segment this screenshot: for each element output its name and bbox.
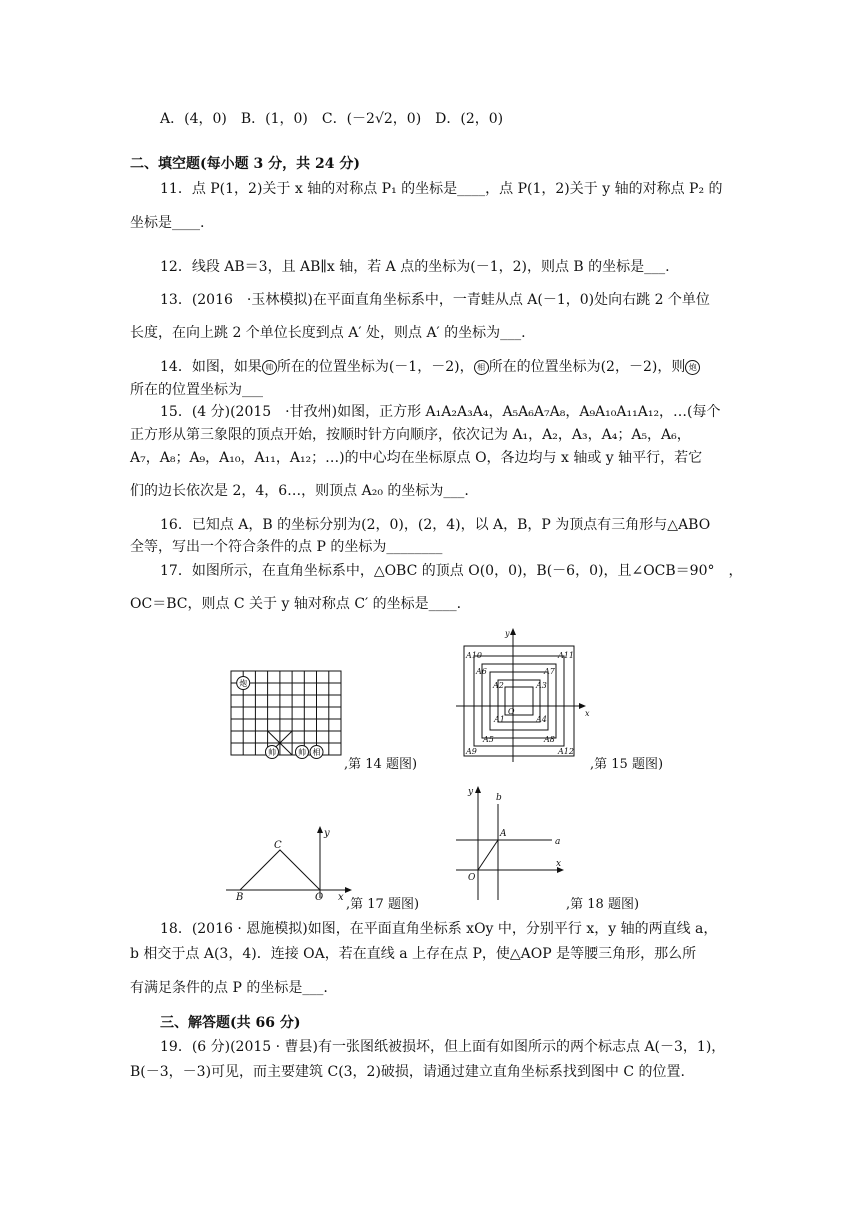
- fig17-caption: ,第 17 题图): [346, 897, 420, 912]
- q19-line1: 19．(6 分)(2015 · 曹县)有一张图纸被损坏，但上面有如图所示的两个标志点 A(－3，1)，: [160, 1039, 726, 1055]
- q19-line2: B(－3，－3)可见，而主要建筑 C(3，2)破损，请通过建立直角坐标系找到图中 C 的位置.: [130, 1064, 685, 1080]
- chess-xiang-piece: [310, 746, 323, 759]
- q11-line1: 11．点 P(1，2)关于 x 轴的对称点 P₁ 的坐标是____，点 P(1，2)关于 y 轴的对称点 P₂ 的: [160, 181, 723, 197]
- q15-line4: 们的边长依次是 2，4，6…，则顶点 A₂₀ 的坐标为___.: [130, 483, 469, 499]
- fig18-lines: [452, 784, 570, 902]
- q16-line1: 16．已知点 A，B 的坐标分别为(2，0)，(2，4)，以 A，B，P 为顶点有三角形与△ABO: [160, 517, 711, 533]
- svg-text:A: A: [500, 829, 507, 839]
- svg-text:a: a: [555, 837, 561, 847]
- q18-line1: 18．(2016 · 恩施模拟)如图，在平面直角坐标系 xOy 中，分别平行 x，y 轴的两直线 a，: [160, 921, 718, 937]
- svg-text:A2: A2: [493, 681, 504, 690]
- q15-line3: A₇，A₈；A₉，A₁₀，A₁₁，A₁₂；…)的中心均在坐标原点 O，各边均与 x 轴或 y 轴平行，若它: [130, 450, 703, 466]
- q16-line2: 全等，写出一个符合条件的点 P 的坐标为________: [130, 539, 443, 555]
- segment-oa: [478, 840, 498, 870]
- svg-text:炮: 炮: [239, 679, 248, 688]
- fig15-squares: [452, 628, 592, 764]
- chess-pao-piece: [237, 677, 250, 690]
- triangle-obc: [240, 850, 320, 890]
- svg-text:O: O: [315, 892, 324, 900]
- svg-text:A9: A9: [466, 747, 477, 756]
- q14-text-b: 所在的位置坐标为(－1，－2)，: [276, 359, 474, 375]
- square-outer: [464, 646, 574, 756]
- svg-text:A11: A11: [558, 651, 574, 660]
- svg-text:A8: A8: [544, 735, 555, 744]
- q13-line2: 长度，在向上跳 2 个单位长度到点 A′ 处，则点 A′ 的坐标为___.: [130, 325, 526, 341]
- fig14-chessboard: [226, 666, 346, 766]
- svg-text:帅: 帅: [268, 748, 276, 757]
- section2-title: 二、填空题(每小题 3 分，共 24 分): [130, 156, 360, 172]
- svg-text:相: 相: [312, 748, 321, 757]
- chess-xiang-icon: 相: [474, 360, 489, 375]
- svg-text:帅: 帅: [298, 748, 306, 757]
- svg-text:y: y: [505, 629, 510, 638]
- svg-text:x: x: [585, 709, 590, 718]
- svg-text:x: x: [556, 859, 562, 869]
- svg-text:A4: A4: [536, 715, 547, 724]
- chess-shuai-piece-2: [296, 746, 309, 759]
- section3-title: 三、解答题(共 66 分): [160, 1015, 301, 1031]
- fig14-caption: ,第 14 题图): [344, 757, 418, 772]
- q17-line2: OC＝BC，则点 C 关于 y 轴对称点 C′ 的坐标是____.: [130, 596, 462, 612]
- svg-text:C: C: [274, 840, 282, 851]
- svg-text:A7: A7: [544, 667, 555, 676]
- q18-line2: b 相交于点 A(3，4)．连接 OA，若在直线 a 上存在点 P，使△AOP 是等腰三角形，那么所: [130, 946, 697, 962]
- svg-text:O: O: [508, 707, 515, 716]
- q15-line1: 15．(4 分)(2015 ·甘孜州)如图，正方形 A₁A₂A₃A₄，A₅A₆A₇A₈，A₉A₁₀A₁₁A₁₂，…(每个: [160, 404, 721, 420]
- svg-text:x: x: [338, 892, 344, 900]
- q14-line1: [160, 356, 700, 376]
- fig17-triangle: [224, 826, 354, 900]
- q17-line1: 17．如图所示，在直角坐标系中，△OBC 的顶点 O(0，0)，B(－6，0)，且∠OCB＝90° ，: [160, 563, 743, 579]
- svg-text:A1: A1: [494, 715, 505, 724]
- q12: 12．线段 AB＝3，且 AB∥x 轴，若 A 点的坐标为(－1，2)，则点 B 的坐标是___.: [160, 259, 670, 275]
- svg-text:y: y: [468, 787, 474, 797]
- svg-text:A12: A12: [558, 747, 574, 756]
- q13-line1: 13．(2016 ·玉林模拟)在平面直角坐标系中，一青蛙从点 A(－1，0)处向右跳 2 个单位: [160, 292, 710, 308]
- q14-text-a: 14．如图，如果: [160, 359, 262, 375]
- chess-shuai-piece: [266, 746, 279, 759]
- q18-line3: 有满足条件的点 P 的坐标是___.: [130, 980, 328, 996]
- svg-text:y: y: [324, 828, 330, 839]
- fig15-caption: ,第 15 题图): [590, 757, 664, 772]
- svg-text:O: O: [468, 873, 476, 883]
- q11-line2: 坐标是____.: [130, 215, 205, 231]
- q14-line2: 所在的位置坐标为___: [130, 382, 263, 398]
- svg-text:b: b: [496, 793, 502, 803]
- svg-text:B: B: [236, 892, 244, 900]
- svg-text:A5: A5: [483, 735, 494, 744]
- chess-shuai-icon: 帅: [262, 360, 277, 375]
- q14-text-c: 所在的位置坐标为(2，－2)，则: [488, 359, 686, 375]
- svg-text:A6: A6: [476, 667, 487, 676]
- q15-line2: 正方形从第三象限的顶点开始，按顺时针方向顺序，依次记为 A₁，A₂，A₃，A₄；A₅，A₆，: [130, 427, 691, 443]
- fig18-caption: ,第 18 题图): [566, 897, 640, 912]
- q10-options: A．(4，0) B．(1，0) C．(－2√2，0) D．(2，0): [160, 111, 504, 127]
- svg-text:A10: A10: [466, 651, 482, 660]
- svg-text:A3: A3: [536, 681, 547, 690]
- chess-pao-icon: 炮: [685, 360, 700, 375]
